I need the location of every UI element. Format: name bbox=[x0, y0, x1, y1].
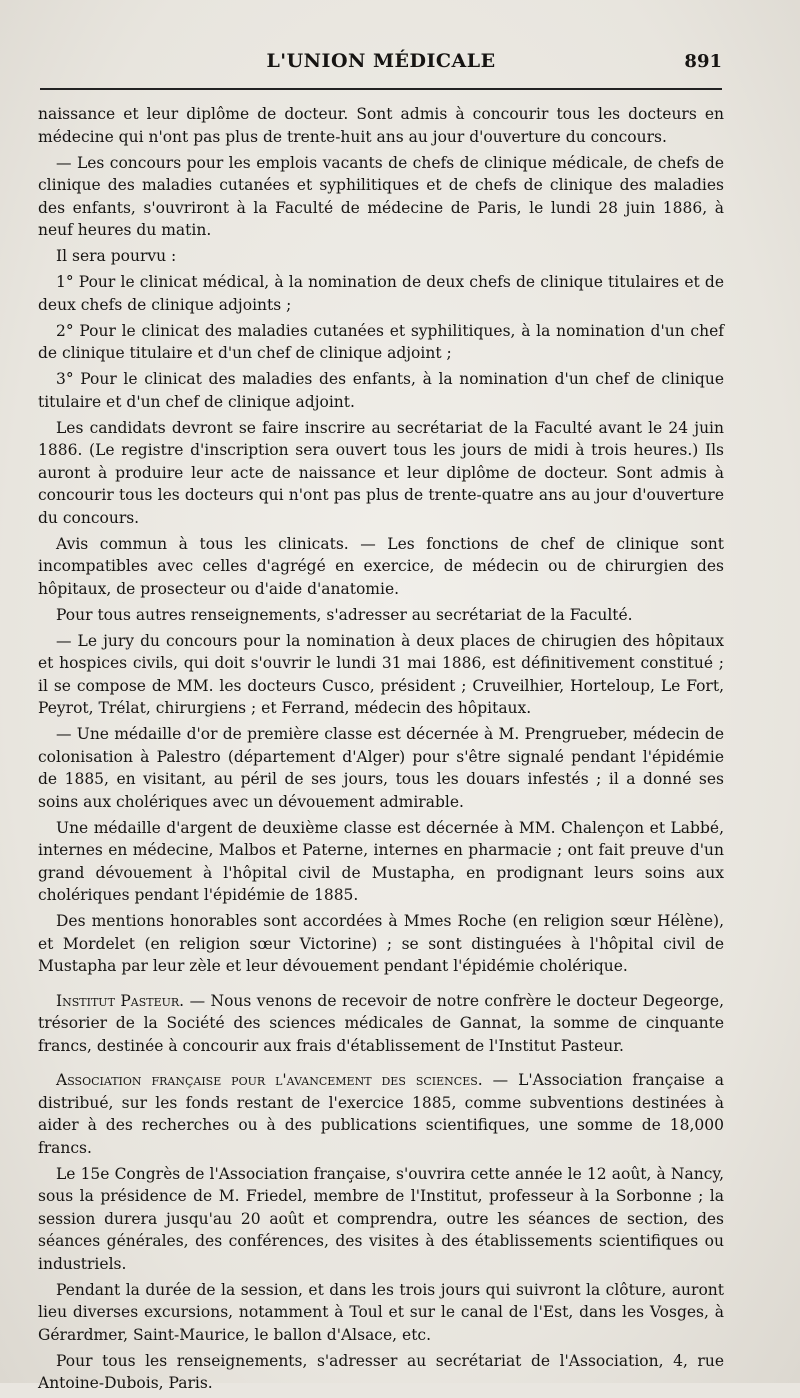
section-lead: Institut Pasteur. bbox=[56, 991, 185, 1010]
paragraph-association-francaise: Association française pour l'avancement des sciences. — L'Association française a distribué, sur les fonds restant de l'exercice 1885, comme subventions destinées à aider à des recherches ou à des publications scientifiques, une somme de 18,000 francs. bbox=[38, 1071, 724, 1157]
page-header bbox=[40, 50, 722, 80]
paragraph: Il sera pourvu : bbox=[56, 247, 177, 265]
paragraph: Des mentions honorables sont accordées à Mmes Roche (en religion sœur Hélène), et Mordelet (en religion sœur Victorine) ; se sont distinguées à l'hôpital civil de Mustapha par leur zèle et leur dévouement pendant l'épidémie cholérique. bbox=[38, 912, 724, 975]
paragraph: 3° Pour le clinicat des maladies des enfants, à la nomination d'un chef de clinique titulaire et d'un chef de clinique adjoint. bbox=[38, 370, 724, 411]
section-lead: Association française pour l'avancement des sciences. bbox=[56, 1071, 483, 1089]
paragraph: 2° Pour le clinicat des maladies cutanées et syphilitiques, à la nomination d'un chef de clinique titulaire et d'un chef de clinique adjoint ; bbox=[38, 321, 724, 362]
paragraph: 1° Pour le clinicat médical, à la nomination de deux chefs de clinique titulaires et de deux chefs de clinique adjoints ; bbox=[38, 273, 724, 314]
paragraph: — Une médaille d'or de première classe est décernée à M. Prengrueber, médecin de colonisation à Palestro (département d'Alger) pour s'être signalé pendant l'épidémie de 1885, en visitant, au péril de ses jours, tous les douars infestés ; il a donné ses soins aux cholériques avec un dévouement admirable. bbox=[38, 725, 724, 811]
paragraph: Les candidats devront se faire inscrire au secrétariat de la Faculté avant le 24 juin 1886. (Le registre d'inscription sera ouvert tous les jours de midi à trois heures.) Ils auront à produire leur acte de naissance et leur diplôme de docteur. Sont admis à concourir tous les docteurs qui n'ont pas plus de trente-quatre ans au jour d'ouverture du concours. bbox=[38, 418, 724, 527]
paragraph: Une médaille d'argent de deuxième classe est décernée à MM. Chalençon et Labbé, internes en médecine, Malbos et Paterne, internes en pharmacie ; ont fait preuve d'un grand dévouement à l'hôpital civil de Mustapha, en prodignant leurs soins aux cholériques pendant l'épidémie de 1885. bbox=[38, 818, 724, 904]
paragraph-institut-pasteur: Institut Pasteur. — Nous venons de recevoir de notre confrère le docteur Degeorge, trésorier de la Société des sciences médicales de Gannat, la somme de cinquante francs, destinée à concourir aux frais d'établissement de l'Institut Pasteur. bbox=[38, 991, 724, 1055]
paragraph: Le 15e Congrès de l'Association française, s'ouvrira cette année le 12 août, à Nancy, sous la présidence de M. Friedel, membre de l'Institut, professeur à la Sorbonne ; la session durera jusqu'au 20 août et comprendra, outre les séances de section, des séances générales, des conférences, des visites à des établissements scientifiques ou industriels. bbox=[38, 1164, 724, 1273]
paragraph: naissance et leur diplôme de docteur. Sont admis à concourir tous les docteurs en médecine qui n'ont pas plus de trente-huit ans au jour d'ouverture du concours. bbox=[38, 105, 724, 146]
page-number: 891 bbox=[684, 51, 722, 72]
paragraph: — Le jury du concours pour la nomination à deux places de chirugien des hôpitaux et hospices civils, qui doit s'ouvrir le lundi 31 mai 1886, est définitivement constitué ; il se compose de MM. les docteurs Cusco, président ; Cruveilhier, Horteloup, Le Fort, Peyrot, Trélat, chirurgiens ; et Ferrand, médecin des hôpitaux. bbox=[38, 631, 724, 717]
paragraph: — Les concours pour les emplois vacants de chefs de clinique médicale, de chefs de clinique des maladies cutanées et syphilitiques et de chefs de clinique des maladies des enfants, s'ouvriront à la Faculté de médecine de Paris, le lundi 28 juin 1886, à neuf heures du matin. bbox=[38, 153, 724, 239]
paragraph: Pendant la durée de la session, et dans les trois jours qui suivront la clôture, auront lieu diverses excursions, notamment à Toul et sur le canal de l'Est, dans les Vosges, à Gérardmer, Saint-Maurice, le ballon d'Alsace, etc. bbox=[38, 1280, 724, 1344]
article-body bbox=[38, 103, 724, 1398]
paragraph: Pour tous les renseignements, s'adresser au secrétariat de l'Association, 4, rue Antoine-Dubois, Paris. bbox=[38, 1351, 724, 1392]
header-rule bbox=[40, 88, 722, 90]
paragraph: Avis commun à tous les clinicats. — Les fonctions de chef de clinique sont incompatibles avec celles d'agrégé en exercice, de médecin ou de chirurgien des hôpitaux, de prosecteur ou d'aide d'anatomie. bbox=[38, 534, 724, 598]
paragraph: Pour tous autres renseignements, s'adresser au secrétariat de la Faculté. bbox=[56, 605, 633, 624]
journal-title: L'UNION MÉDICALE bbox=[266, 50, 496, 72]
